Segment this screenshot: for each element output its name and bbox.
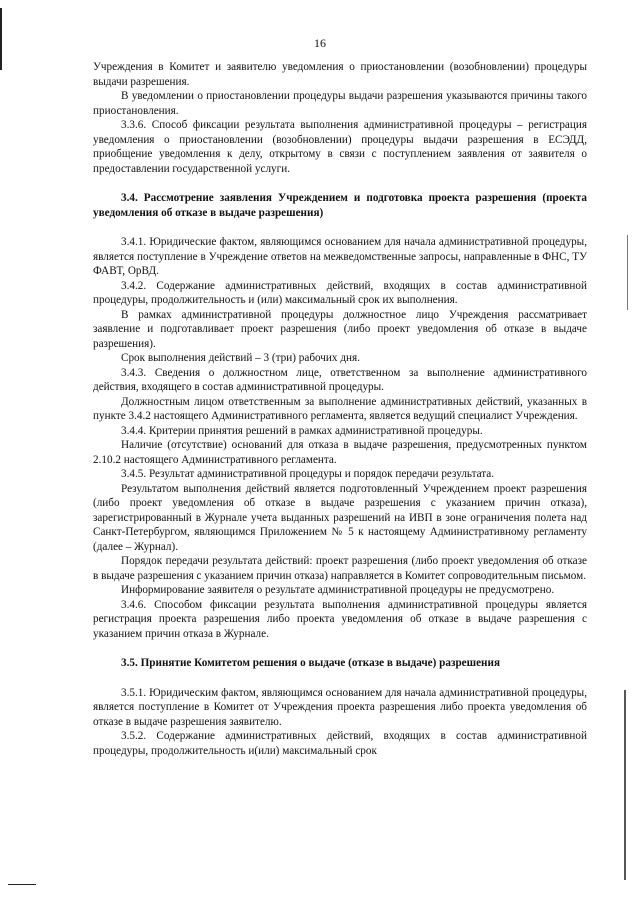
paragraph: Порядок передачи результата действий: проект разрешения (либо проект уведомления об отказе в выдаче разрешения с указанием причин отказа) направляется в Комитет сопроводительным письмом. [93, 555, 587, 582]
paragraph: Должностным лицом ответственным за выполнение административных действий, указанных в пункте 3.4.2 настоящего Административного регламента, является ведущий специалист Учреждения. [93, 395, 587, 422]
section-heading: 3.4. Рассмотрение заявления Учреждением и подготовка проекта разрешения (проекта уведомления об отказе в выдаче разрешения) [93, 192, 587, 219]
paragraph: Наличие (отсутствие) оснований для отказа в выдаче разрешения, предусмотренных пунктом 2.10.2 настоящего Административного регламента. [93, 439, 587, 466]
paragraph: 3.5.2. Содержание административных действий, входящих в состав административной процедуры, продолжительность и(или) максимальный срок [93, 730, 587, 757]
paragraph: Результатом выполнения действий является подготовленный Учреждением проект разрешения (либо проект уведомления об отказе в выдаче разрешения с указанием причин отказа), зарегистрированный в Журнале учета выданных разрешений на ИВП в зоне ограничения полета над Санкт-Петербургом, являющимся Приложением № 5 к настоящему Административному регламенту (далее – Журнал). [93, 482, 587, 553]
paragraph: 3.4.2. Содержание административных действий, входящих в состав административной процедуры, продолжительность и (или) максимальный срок их выполнения. [93, 279, 587, 306]
paragraph: 3.4.5. Результат административной процедуры и порядок передачи результата. [121, 468, 495, 480]
paragraph: 3.4.4. Критерии принятия решений в рамках административной процедуры. [121, 424, 483, 437]
paragraph: Учреждения в Комитет и заявителю уведомления о приостановлении (возобновлении) процедуры выдачи разрешения. [93, 61, 587, 88]
paragraph: 3.4.3. Сведения о должностном лице, ответственном за выполнение административного действия, входящего в состав административной процедуры. [93, 366, 587, 393]
paragraph: 3.3.6. Способ фиксации результата выполнения административной процедуры – регистрация уведомления о приостановлении (возобновлении) процедуры выдачи разрешения в ЕСЭДД, приобщение уведомления к делу, открытому в связи с поступлением заявления от заявителя о предоставлении государственной услуги. [93, 119, 587, 175]
paragraph: Информирование заявителя о результате административной процедуры не предусмотрено. [121, 584, 555, 596]
page-number: 16 [314, 36, 326, 50]
scan-edge-mark [8, 884, 36, 885]
paragraph: 3.4.1. Юридические фактом, являющимся основанием для начала административной процедуры, является поступление в Учреждение ответов на межведомственные запросы, направленные в ФНС, ТУ ФАВТ, ОрВД. [93, 236, 587, 277]
section-heading: 3.5. Принятие Комитетом решения о выдаче (отказе в выдаче) разрешения [121, 657, 501, 669]
scan-edge-mark [624, 690, 626, 880]
document-body [93, 60, 587, 758]
paragraph: Срок выполнения действий – 3 (три) рабочих дня. [121, 352, 360, 364]
scan-edge-mark [627, 235, 628, 310]
paragraph: В уведомлении о приостановлении процедуры выдачи разрешения указываются причины такого приостановления. [93, 90, 587, 117]
paragraph: 3.4.6. Способом фиксации результата выполнения административной процедуры является регистрация проекта разрешения либо проекта уведомления об отказе в выдаче разрешения с указанием причин отказа в Журнале. [93, 598, 587, 640]
paragraph: В рамках административной процедуры должностное лицо Учреждения рассматривает заявление и подготавливает проект разрешения (либо проект уведомления об отказе в выдаче разрешения). [93, 308, 587, 350]
paragraph: 3.5.1. Юридическим фактом, являющимся основанием для начала административной процедуры, является поступление в Комитет от Учреждения проекта разрешения либо проекта уведомления об отказе в выдаче разрешения заявителю. [93, 686, 587, 728]
